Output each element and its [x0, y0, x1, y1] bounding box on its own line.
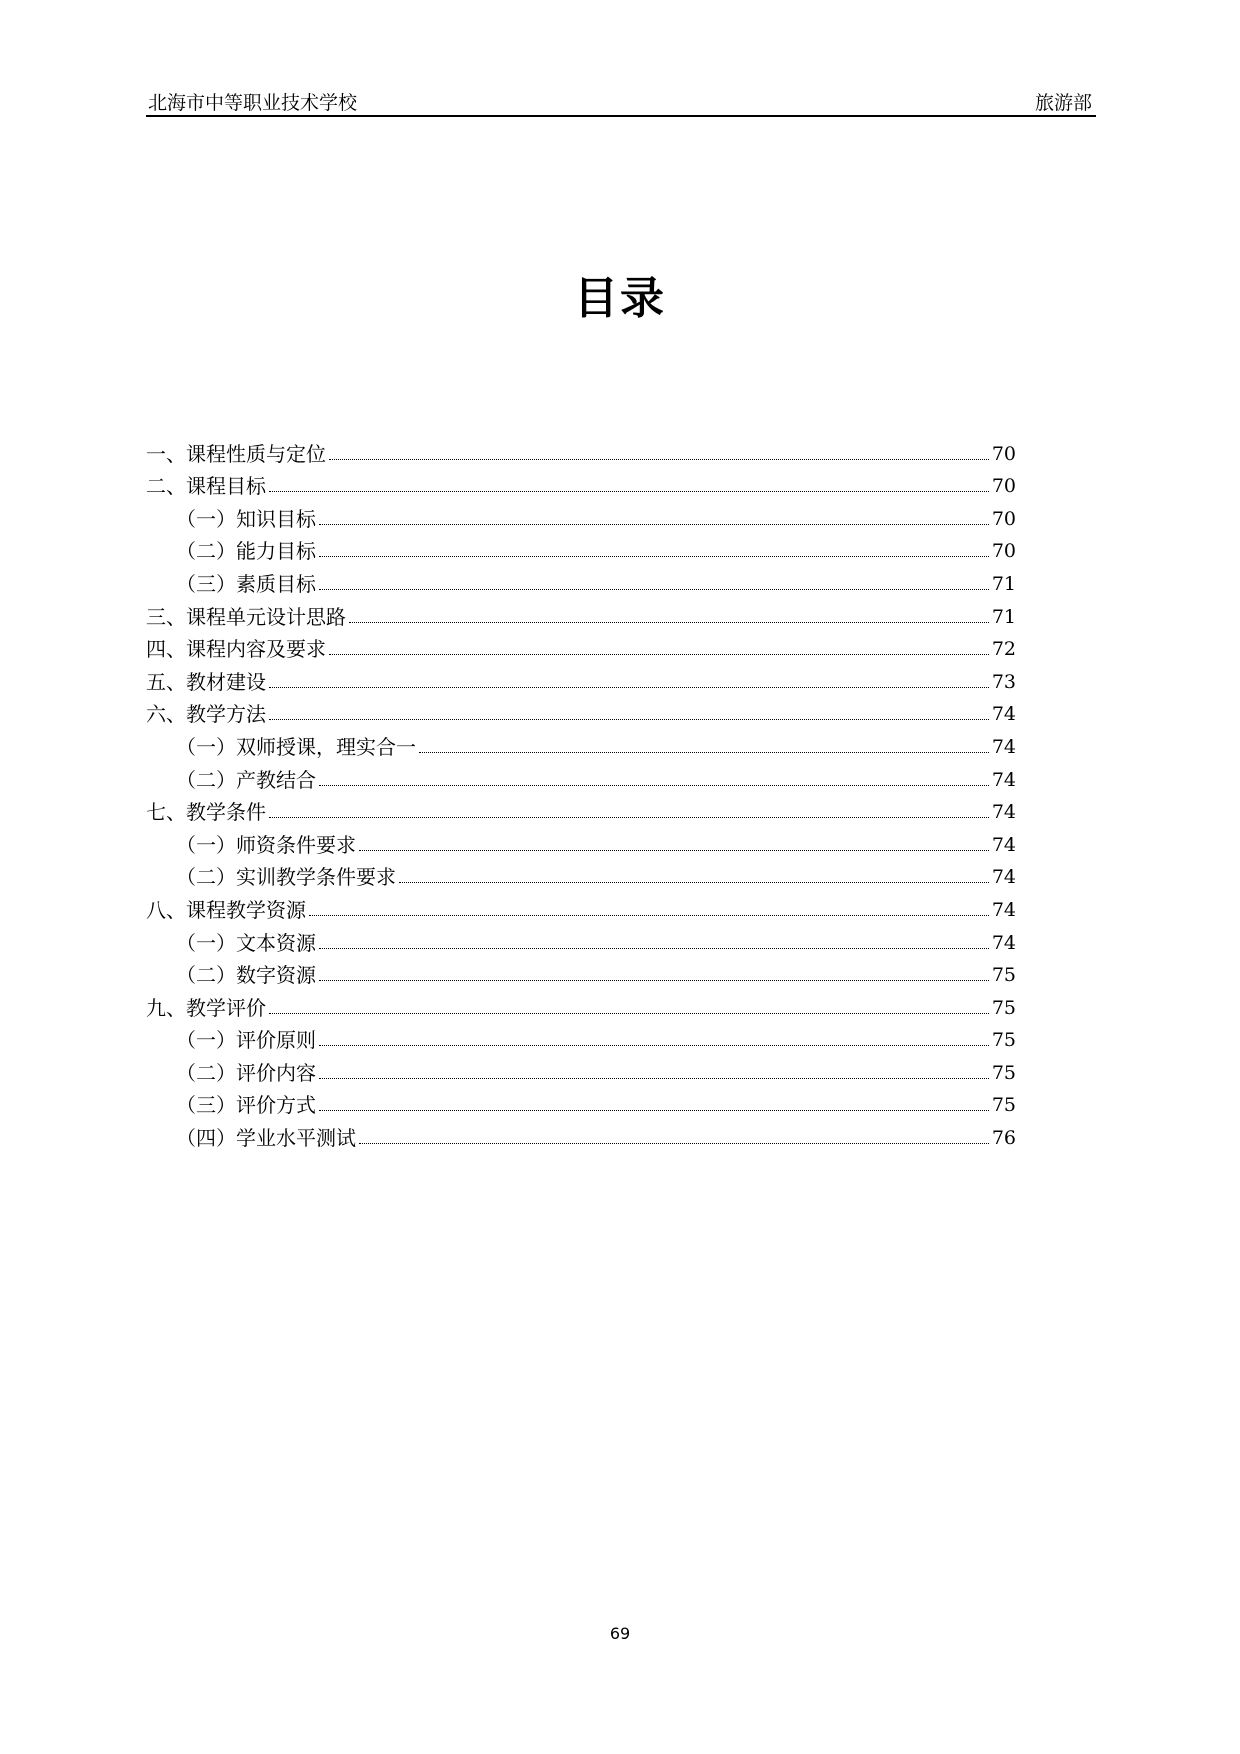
toc-entry-page: 74 [991, 703, 1016, 726]
toc-dot-leader [319, 980, 989, 981]
toc-entry-label: 三、课程单元设计思路 [146, 604, 346, 629]
toc-entry-label: （一）知识目标 [176, 506, 316, 531]
toc-entry[interactable] [146, 757, 1016, 790]
toc-entry-page: 74 [991, 735, 1016, 758]
toc-entry-page: 74 [991, 833, 1016, 856]
toc-dot-leader [269, 687, 989, 688]
toc-entry-page: 70 [991, 475, 1016, 498]
toc-entry-page: 70 [991, 540, 1016, 563]
toc-entry[interactable] [146, 1018, 1016, 1051]
toc-entry-label: （二）实训教学条件要求 [176, 865, 396, 890]
toc-dot-leader [319, 1045, 989, 1046]
toc-dot-leader [269, 817, 989, 818]
toc-dot-leader [319, 556, 989, 557]
toc-entry[interactable] [146, 627, 1016, 660]
toc-entry-label: （四）学业水平测试 [176, 1126, 356, 1151]
toc-dot-leader [319, 785, 989, 786]
page-title: 目录 [574, 273, 666, 324]
toc-entry[interactable] [146, 561, 1016, 594]
page-number: 69 [609, 1624, 631, 1643]
toc-entry-label: （二）评价内容 [176, 1060, 316, 1085]
toc-dot-leader [319, 948, 989, 949]
toc-entry[interactable] [146, 790, 1016, 823]
page-header [146, 86, 1096, 116]
toc-entry-label: （一）师资条件要求 [176, 832, 356, 857]
toc-entry[interactable] [146, 692, 1016, 725]
header-rule [146, 115, 1096, 117]
toc-entry-label: 二、课程目标 [146, 474, 266, 499]
toc-entry-label: 四、课程内容及要求 [146, 637, 326, 662]
toc-entry-label: （三）素质目标 [176, 571, 316, 596]
toc-entry[interactable] [146, 724, 1016, 757]
toc-entry-page: 71 [991, 605, 1016, 628]
toc-entry-page: 75 [991, 964, 1016, 987]
toc-entry[interactable] [146, 855, 1016, 888]
toc-entry-page: 74 [991, 768, 1016, 791]
toc-dot-leader [269, 491, 989, 492]
toc-dot-leader [269, 1013, 989, 1014]
toc-entry-page: 75 [991, 996, 1016, 1019]
toc-entry[interactable] [146, 496, 1016, 529]
toc-dot-leader [319, 1078, 989, 1079]
toc-entry-page: 74 [991, 801, 1016, 824]
toc-entry-page: 74 [991, 931, 1016, 954]
toc-entry-page: 70 [991, 442, 1016, 465]
toc-entry-page: 71 [991, 572, 1016, 595]
toc-dot-leader [319, 1110, 989, 1111]
toc-dot-leader [349, 622, 989, 623]
toc-entry[interactable] [146, 920, 1016, 953]
toc-dot-leader [359, 1143, 989, 1144]
toc-entry-page: 75 [991, 1029, 1016, 1052]
toc-entry[interactable] [146, 1115, 1016, 1151]
toc-entry-label: （二）能力目标 [176, 539, 316, 564]
toc-entry-label: （一）评价原则 [176, 1028, 316, 1053]
department-name: 旅游部 [1034, 92, 1092, 114]
toc-entry-label: 一、课程性质与定位 [146, 441, 326, 466]
toc-dot-leader [319, 524, 989, 525]
toc-entry[interactable] [146, 953, 1016, 986]
toc-entry-page: 74 [991, 898, 1016, 921]
toc-entry-page: 73 [991, 670, 1016, 693]
toc-dot-leader [329, 459, 989, 460]
toc-dot-leader [309, 915, 989, 916]
toc-entry[interactable] [146, 887, 1016, 920]
toc-entry-label: 八、课程教学资源 [146, 897, 306, 922]
toc-dot-leader [329, 654, 989, 655]
toc-entry[interactable] [146, 985, 1016, 1018]
toc-entry-page: 70 [991, 507, 1016, 530]
toc-entry-label: （一）双师授课，理实合一 [176, 734, 416, 759]
school-name: 北海市中等职业技术学校 [148, 92, 358, 114]
toc-dot-leader [319, 589, 989, 590]
toc-entry-page: 74 [991, 866, 1016, 889]
toc-dot-leader [399, 882, 989, 883]
toc-entry[interactable] [146, 464, 1016, 497]
toc-entry[interactable] [146, 659, 1016, 692]
table-of-contents [146, 431, 1016, 1151]
toc-entry[interactable] [146, 822, 1016, 855]
toc-entry-label: 七、教学条件 [146, 800, 266, 825]
toc-entry[interactable] [146, 594, 1016, 627]
toc-dot-leader [269, 719, 989, 720]
toc-entry-page: 75 [991, 1061, 1016, 1084]
toc-entry-label: 五、教材建设 [146, 669, 266, 694]
toc-entry-page: 75 [991, 1094, 1016, 1117]
toc-entry-label: （二）数字资源 [176, 963, 316, 988]
toc-entry-label: （三）评价方式 [176, 1093, 316, 1118]
toc-entry-label: 九、教学评价 [146, 995, 266, 1020]
toc-dot-leader [359, 850, 989, 851]
toc-entry-label: （一）文本资源 [176, 930, 316, 955]
toc-entry[interactable] [146, 529, 1016, 562]
toc-dot-leader [419, 752, 989, 753]
toc-entry[interactable] [146, 431, 1016, 464]
toc-entry-page: 76 [991, 1127, 1016, 1150]
toc-entry-label: 六、教学方法 [146, 702, 266, 727]
toc-entry-page: 72 [991, 638, 1016, 661]
toc-entry[interactable] [146, 1050, 1016, 1083]
toc-entry-label: （二）产教结合 [176, 767, 316, 792]
toc-entry[interactable] [146, 1083, 1016, 1116]
